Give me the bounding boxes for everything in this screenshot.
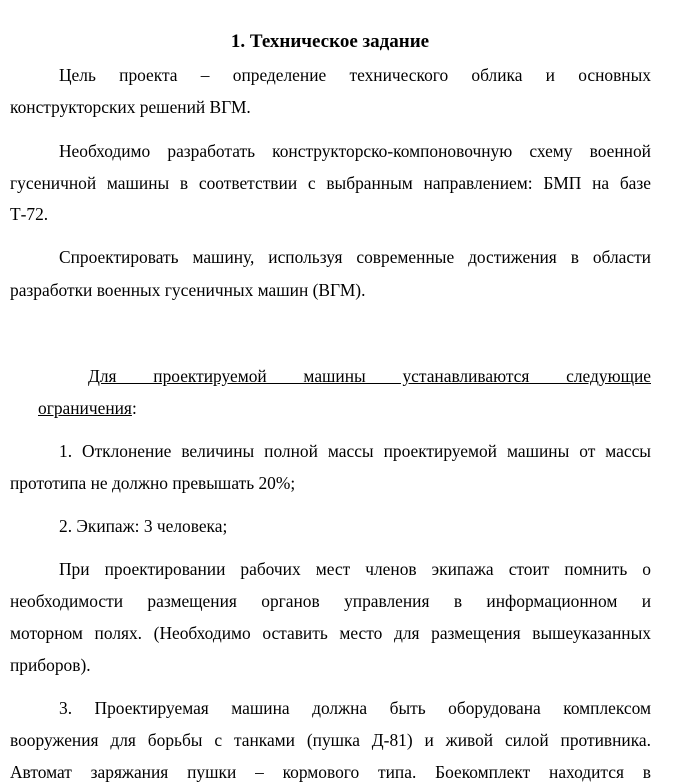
- restrictions-word: ограничения: [38, 398, 132, 418]
- p2-line-2: гусеничной машины в соответствии с выбранным направлением: БМП на базе: [10, 173, 651, 193]
- p6-line-1: 2. Экипаж: 3 человека;: [59, 516, 228, 536]
- p7-line-4: приборов).: [10, 655, 91, 675]
- restrictions-colon: :: [131, 398, 137, 418]
- p2-line-3: Т-72.: [10, 204, 49, 224]
- p5-line-2: прототипа не должно превышать 20%;: [10, 473, 296, 493]
- p3-line-2: разработки военных гусеничных машин (ВГМ).: [10, 280, 366, 300]
- p4-line-1: Для проектируемой машины устанавливаются следующие: [88, 366, 651, 386]
- p8-line-1: 3. Проектируемая машина должна быть оборудована комплексом: [59, 698, 651, 718]
- p1-line-2: конструкторских решений ВГМ.: [10, 97, 251, 117]
- p7-line-1: При проектировании рабочих мест членов экипажа стоит помнить о: [59, 559, 651, 579]
- p7-line-2: необходимости размещения органов управления в информационном и: [10, 591, 651, 611]
- p3-line-1: Спроектировать машину, используя современные достижения в области: [59, 247, 651, 267]
- section-title: 1. Техническое задание: [230, 31, 430, 52]
- p5-line-1: 1. Отклонение величины полной массы проектируемой машины от массы: [59, 441, 651, 461]
- p4-line-2: [38, 397, 638, 419]
- p7-line-3: моторном полях. (Необходимо оставить место для размещения вышеуказанных: [10, 623, 651, 643]
- p2-line-1: Необходимо разработать конструкторско-компоновочную схему военной: [59, 141, 651, 161]
- p1-line-1: Цель проекта – определение технического облика и основных: [59, 65, 651, 85]
- p8-line-3: Автомат заряжания пушки – кормового типа. Боекомплект находится в: [10, 762, 651, 782]
- p8-line-2: вооружения для борьбы с танками (пушка Д-81) и живой силой противника.: [10, 730, 651, 750]
